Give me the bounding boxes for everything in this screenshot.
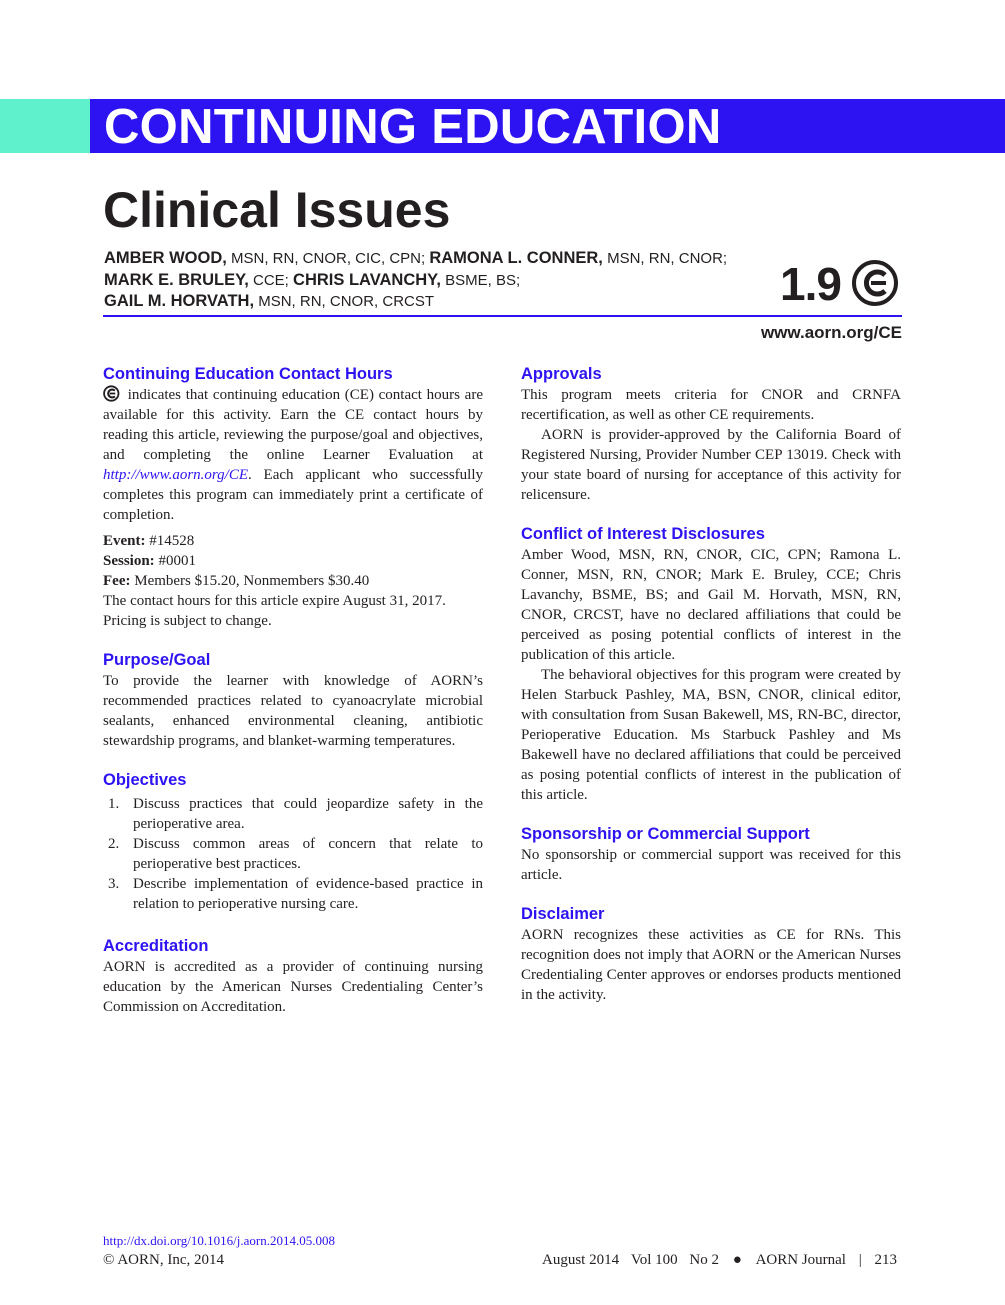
accreditation-text: AORN is accredited as a provider of continuing nursing education by the American Nurses Credentialing Center’s Commission on Accreditation.	[103, 959, 483, 1015]
section-heading: Accreditation	[103, 937, 209, 955]
section-heading: Sponsorship or Commercial Support	[521, 825, 810, 843]
author-credentials: MSN, RN, CNOR, CIC, CPN;	[226, 250, 426, 267]
page-title: Clinical Issues	[103, 182, 451, 238]
ce-credit-value: 1.9	[780, 258, 841, 310]
list-item	[103, 874, 483, 914]
sponsorship-text: No sponsorship or commercial support was received for this article.	[521, 847, 901, 883]
purpose-text: To provide the learner with knowledge of AORN’s recommended practices related to cyanoacrylate microbial sealants, enhanced environmental cleaning, antibiotic stewardship programs, and blanket-warming temperatures.	[103, 673, 483, 749]
issue-number: No 2	[689, 1252, 719, 1268]
disclaimer-section	[521, 904, 901, 1005]
objectives-list	[103, 794, 483, 914]
list-text: Discuss common areas of concern that relate to perioperative best practices.	[133, 836, 483, 872]
contact-hours-section	[103, 364, 483, 631]
session-field	[103, 551, 483, 571]
field-label: Session:	[103, 553, 155, 569]
bullet-icon: ●	[732, 1252, 742, 1268]
section-heading: Continuing Education Contact Hours	[103, 365, 393, 383]
section-heading: Approvals	[521, 365, 602, 383]
separator-icon: |	[858, 1252, 862, 1268]
contact-hours-text-part: . Each applicant who successfully completes this program can immediately print a certificate of completion.	[103, 467, 483, 523]
list-item	[103, 834, 483, 874]
website-link[interactable]: www.aorn.org/CE	[760, 323, 902, 342]
journal-footer	[538, 1250, 901, 1270]
sponsorship-section	[521, 824, 901, 885]
purpose-section	[103, 650, 483, 751]
disclaimer-text: AORN recognizes these activities as CE for RNs. This recognition does not imply that AORN or the American Nurses Credentialing Center approves or endorses products mentioned in the activity.	[521, 927, 901, 1003]
ce-credit-badge	[780, 259, 902, 309]
copyright: © AORN, Inc, 2014	[103, 1252, 224, 1268]
list-number: 2.	[108, 836, 120, 852]
author-name: GAIL M. HORVATH,	[104, 292, 255, 310]
conflict-text: Amber Wood, MSN, RN, CNOR, CIC, CPN; Ramona L. Conner, MSN, RN, CNOR; Mark E. Bruley, CCE; Chris Lavanchy, BSME, BS; and Gail M. Horvath, MSN, RN, CNOR, CRCST, have no declared affiliations that could be perceived as posing potential conflicts of interest in the publication of this article.	[521, 547, 901, 663]
field-label: Fee:	[103, 573, 131, 589]
objectives-section	[103, 770, 483, 914]
ce-icon	[852, 260, 902, 306]
section-heading: Disclaimer	[521, 905, 605, 923]
author-name: CHRIS LAVANCHY,	[293, 270, 441, 289]
section-heading: Objectives	[103, 771, 187, 789]
header-rule	[103, 315, 902, 317]
section-heading: Purpose/Goal	[103, 651, 211, 669]
right-column	[521, 364, 901, 1024]
event-field	[103, 531, 483, 551]
list-number: 3.	[108, 876, 120, 892]
contact-hours-text	[103, 385, 483, 525]
learner-evaluation-link[interactable]: http://www.aorn.org/CE	[103, 467, 249, 483]
author-name: AMBER WOOD,	[104, 249, 227, 267]
conflict-text: The behavioral objectives for this program were created by Helen Starbuck Pashley, MA, BSN, CNOR, clinical editor, with consultation from Susan Bakewell, MS, RN-BC, director, Perioperative Education. Ms Starbuck Pashley and Ms Bakewell have no declared affiliations that could be perceived as posing potential conflicts of interest in the publication of this article.	[521, 667, 901, 803]
banner-accent	[0, 99, 90, 153]
approvals-text: AORN is provider-approved by the California Board of Registered Nursing, Provider Number CEP 13019. Check with your state board of nursing for acceptance of this activity for relicensure.	[521, 427, 901, 503]
left-column	[103, 364, 483, 1036]
ce-icon	[103, 385, 121, 402]
volume: Vol 100	[630, 1252, 678, 1268]
approvals-section	[521, 364, 901, 505]
author-name: MARK E. BRULEY,	[104, 270, 249, 289]
section-heading: Conflict of Interest Disclosures	[521, 525, 765, 543]
contact-hours-text-part: indicates that continuing education (CE) contact hours are available for this activity. Earn the CE contact hours by reading this article, reviewing the purpose/goal and objectives, and completing the online Learner Evaluation at	[103, 387, 483, 463]
author-credentials: CCE;	[248, 271, 289, 289]
page-number: 213	[874, 1252, 897, 1268]
list-number: 1.	[108, 796, 120, 812]
author-list	[104, 248, 784, 313]
fee-field	[103, 571, 483, 591]
author-credentials: BSME, BS;	[440, 271, 521, 289]
list-text: Describe implementation of evidence-based practice in relation to perioperative nursing care.	[133, 876, 483, 912]
doi-link[interactable]: http://dx.doi.org/10.1016/j.aorn.2014.05.008	[103, 1233, 335, 1248]
field-value: #14528	[145, 533, 195, 549]
banner-title: CONTINUING EDUCATION	[104, 100, 722, 154]
field-label: Event:	[103, 533, 146, 549]
field-value: #0001	[154, 553, 196, 569]
list-item	[103, 794, 483, 834]
field-value: Members $15.20, Nonmembers $30.40	[130, 573, 370, 589]
approvals-text: This program meets criteria for CNOR and CRNFA recertification, as well as other CE requirements.	[521, 387, 901, 423]
issue-date: August 2014	[541, 1252, 620, 1268]
accreditation-section	[103, 936, 483, 1017]
author-name: RAMONA L. CONNER,	[429, 249, 603, 267]
conflict-section	[521, 524, 901, 805]
author-credentials: MSN, RN, CNOR;	[602, 250, 728, 267]
list-text: Discuss practices that could jeopardize safety in the perioperative area.	[133, 796, 483, 832]
expiry-note: The contact hours for this article expire August 31, 2017. Pricing is subject to change.	[103, 593, 446, 629]
journal-name: AORN Journal	[755, 1252, 846, 1268]
author-credentials: MSN, RN, CNOR, CRCST	[254, 293, 435, 310]
